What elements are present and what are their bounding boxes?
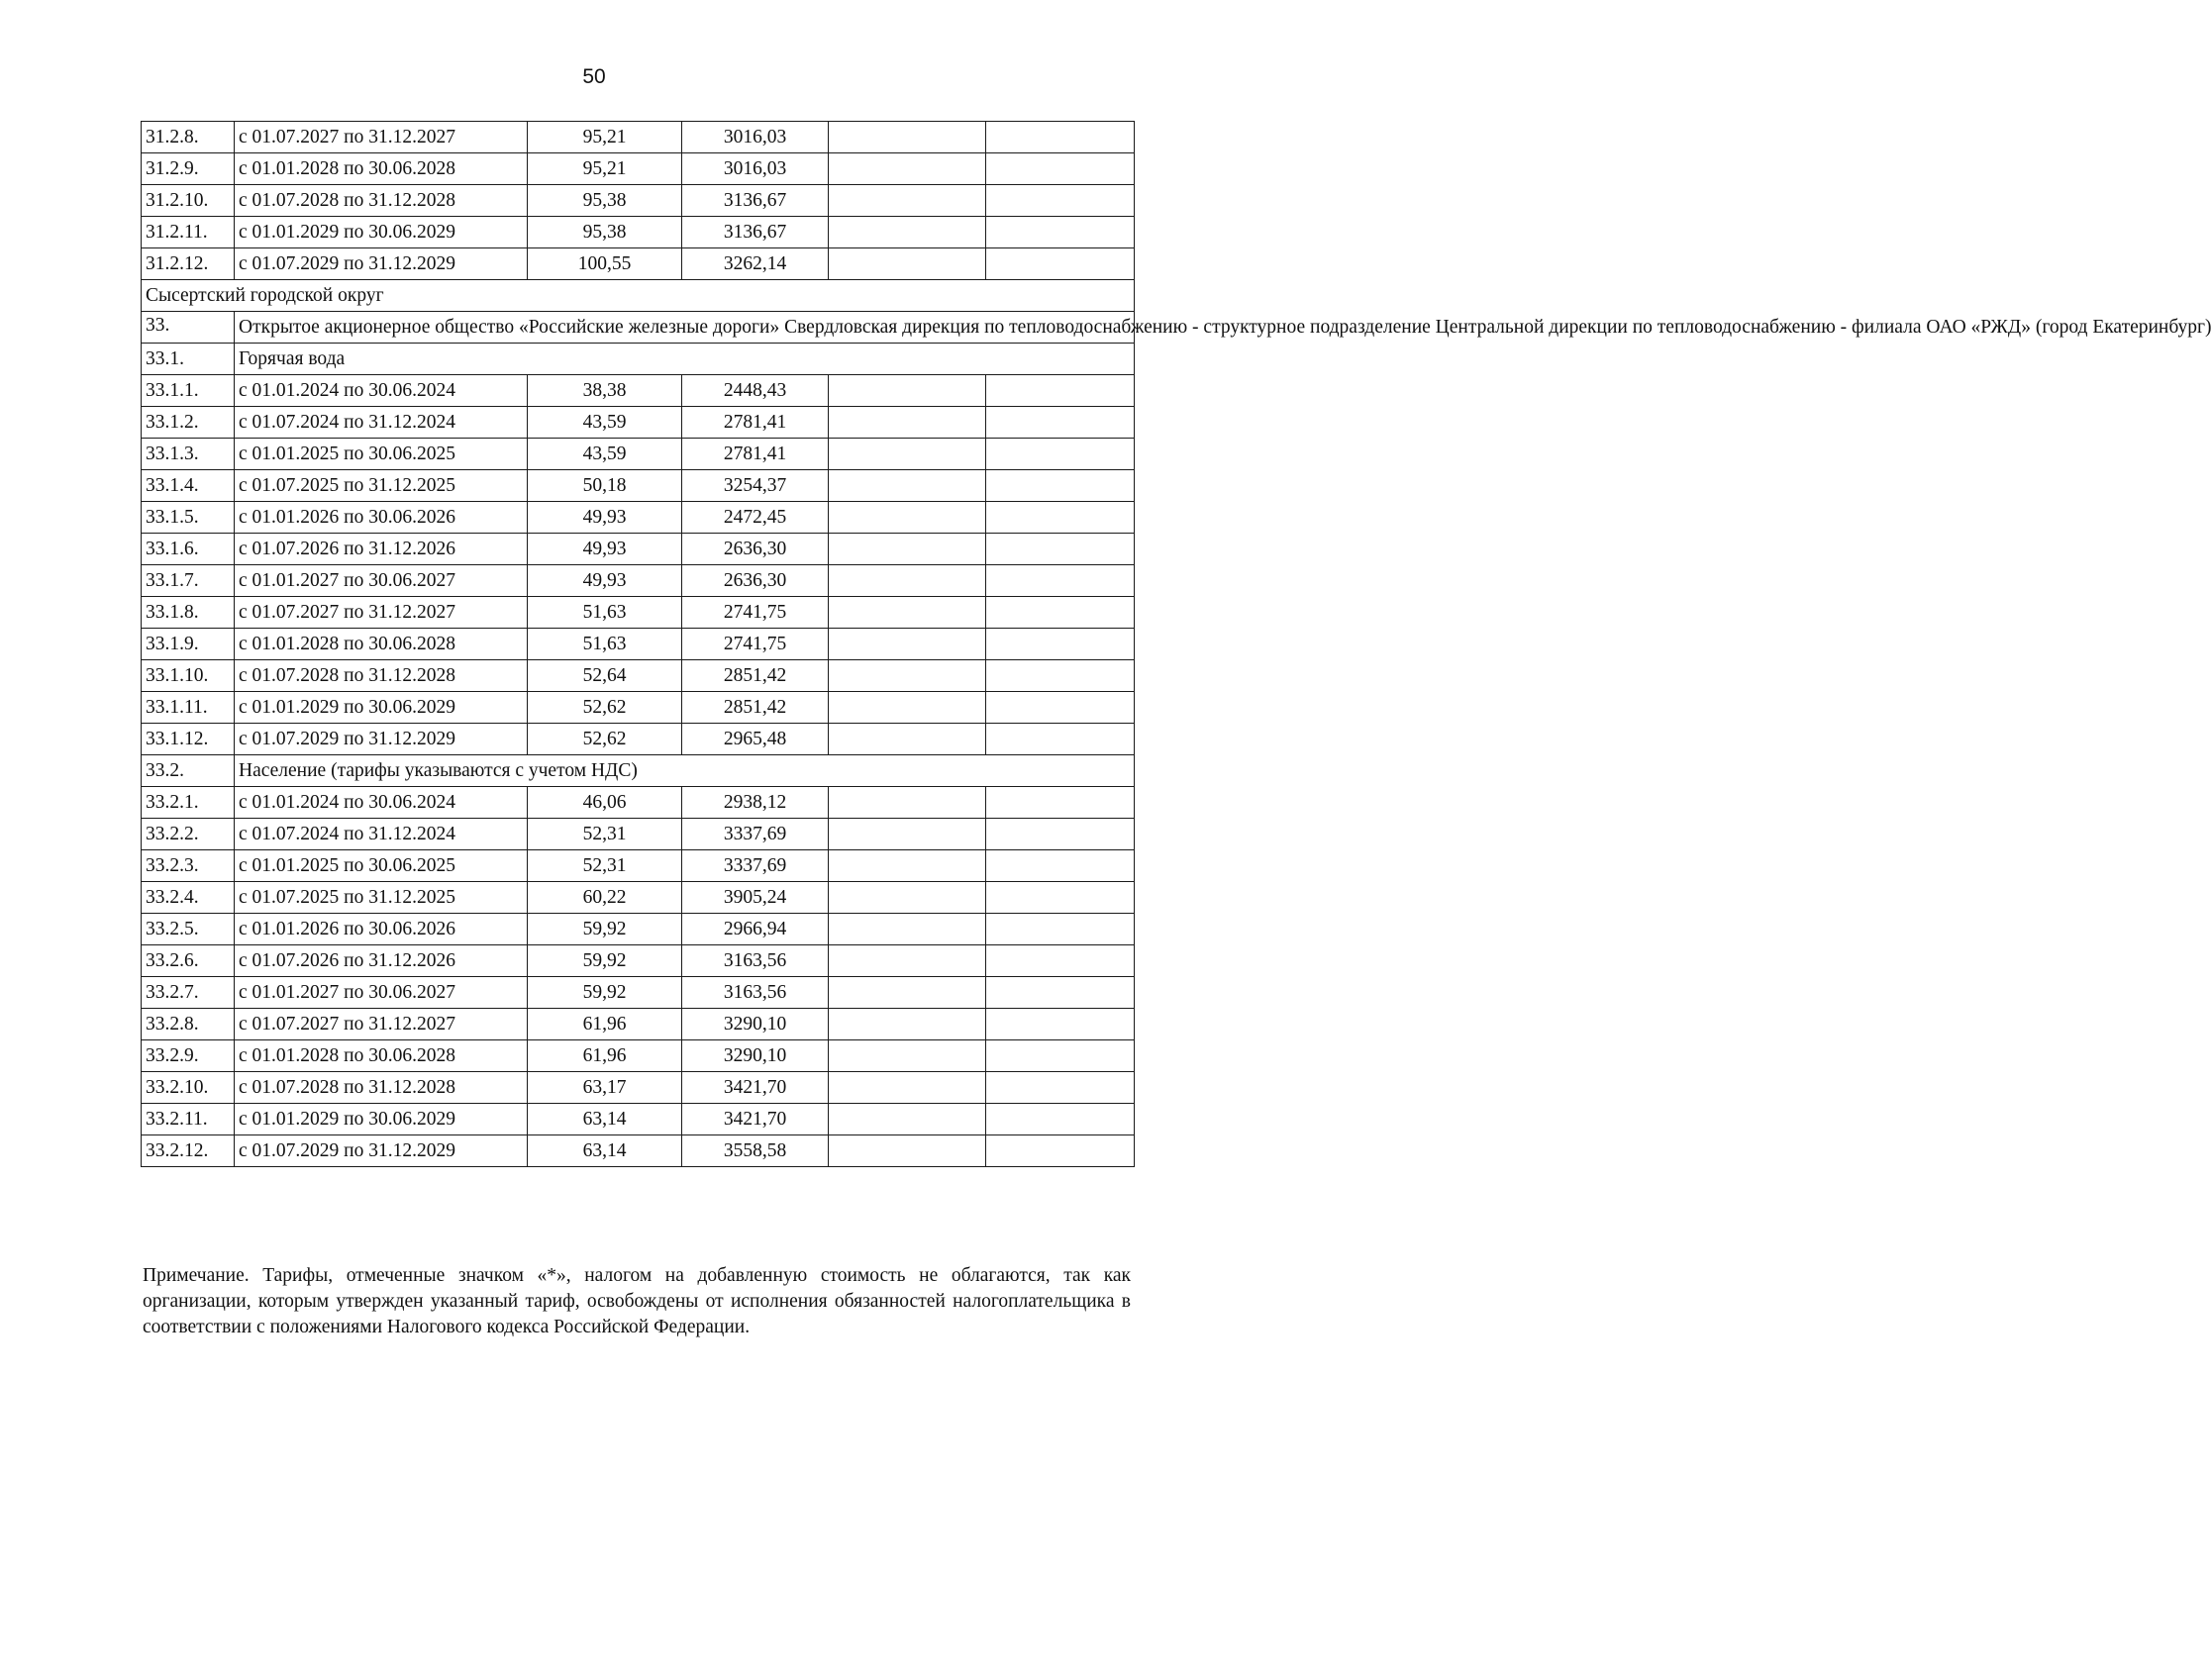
- row-empty-2: [986, 122, 1135, 153]
- row-value-1: 59,92: [528, 945, 682, 977]
- row-value-1: 38,38: [528, 375, 682, 407]
- row-period: с 01.01.2024 по 30.06.2024: [235, 375, 528, 407]
- row-period: с 01.01.2029 по 30.06.2029: [235, 1104, 528, 1135]
- row-period: с 01.07.2024 по 31.12.2024: [235, 819, 528, 850]
- row-period: с 01.07.2025 по 31.12.2025: [235, 470, 528, 502]
- row-empty-1: [829, 122, 986, 153]
- row-empty-2: [986, 1104, 1135, 1135]
- row-empty-2: [986, 534, 1135, 565]
- row-empty-1: [829, 217, 986, 248]
- table-row: [142, 850, 1135, 882]
- table-row: [142, 977, 1135, 1009]
- table-row: [142, 375, 1135, 407]
- row-period: с 01.01.2028 по 30.06.2028: [235, 1040, 528, 1072]
- row-number: 33.2.5.: [142, 914, 235, 945]
- row-number: 31.2.11.: [142, 217, 235, 248]
- row-number: 33.2.4.: [142, 882, 235, 914]
- table-row: [142, 1072, 1135, 1104]
- row-period: с 01.07.2029 по 31.12.2029: [235, 1135, 528, 1167]
- row-number: 33.1.8.: [142, 597, 235, 629]
- row-value-1: 49,93: [528, 502, 682, 534]
- row-value-2: 3254,37: [682, 470, 829, 502]
- org-row: [142, 312, 1135, 344]
- row-period: с 01.01.2029 по 30.06.2029: [235, 692, 528, 724]
- row-value-1: 52,62: [528, 692, 682, 724]
- table-row: [142, 692, 1135, 724]
- row-value-1: 51,63: [528, 597, 682, 629]
- table-row: [142, 248, 1135, 280]
- table-body-top: [142, 122, 1135, 280]
- row-empty-1: [829, 248, 986, 280]
- row-number: 33.1.1.: [142, 375, 235, 407]
- row-period: с 01.07.2027 по 31.12.2027: [235, 597, 528, 629]
- section-row: [142, 344, 1135, 375]
- row-period: с 01.01.2026 по 30.06.2026: [235, 914, 528, 945]
- row-empty-2: [986, 629, 1135, 660]
- footnote: Примечание. Тарифы, отмеченные значком «*», налогом на добавленную стоимость не облагаются, так как организации, которым утвержден указанный тариф, освобождены от исполнения обязанностей налогоплательщика в соответствии с положениями Налогового кодекса Российской Федерации.: [143, 1265, 1131, 1337]
- row-number: 33.2.8.: [142, 1009, 235, 1040]
- row-empty-1: [829, 1072, 986, 1104]
- row-value-2: 3290,10: [682, 1040, 829, 1072]
- row-value-1: 95,38: [528, 217, 682, 248]
- row-value-1: 63,14: [528, 1104, 682, 1135]
- row-number: 33.2.9.: [142, 1040, 235, 1072]
- row-empty-2: [986, 470, 1135, 502]
- row-empty-2: [986, 1072, 1135, 1104]
- row-empty-2: [986, 945, 1135, 977]
- row-value-2: 3163,56: [682, 945, 829, 977]
- row-value-1: 52,62: [528, 724, 682, 755]
- table-row: [142, 565, 1135, 597]
- table-row: [142, 1040, 1135, 1072]
- row-value-2: 2636,30: [682, 565, 829, 597]
- row-value-2: 2741,75: [682, 597, 829, 629]
- row-period: с 01.07.2026 по 31.12.2026: [235, 534, 528, 565]
- table-body-hot-water: [142, 375, 1135, 755]
- row-empty-2: [986, 439, 1135, 470]
- row-value-2: 3337,69: [682, 850, 829, 882]
- row-value-2: 3905,24: [682, 882, 829, 914]
- row-value-2: 3421,70: [682, 1072, 829, 1104]
- row-value-2: 2965,48: [682, 724, 829, 755]
- row-empty-2: [986, 407, 1135, 439]
- row-empty-1: [829, 787, 986, 819]
- row-period: с 01.01.2025 по 30.06.2025: [235, 850, 528, 882]
- row-value-2: 3558,58: [682, 1135, 829, 1167]
- row-value-2: 2851,42: [682, 660, 829, 692]
- row-number: 33.1.2.: [142, 407, 235, 439]
- row-empty-2: [986, 850, 1135, 882]
- table-row: [142, 407, 1135, 439]
- row-number: 31.2.12.: [142, 248, 235, 280]
- row-empty-1: [829, 1104, 986, 1135]
- row-number: 33.2.3.: [142, 850, 235, 882]
- row-empty-2: [986, 724, 1135, 755]
- row-empty-1: [829, 439, 986, 470]
- row-empty-1: [829, 914, 986, 945]
- row-empty-1: [829, 407, 986, 439]
- table-row: [142, 882, 1135, 914]
- page-number: 50: [582, 65, 606, 88]
- row-number: 31.2.8.: [142, 122, 235, 153]
- row-empty-2: [986, 502, 1135, 534]
- table-row: [142, 153, 1135, 185]
- row-value-1: 59,92: [528, 977, 682, 1009]
- tariff-table: [141, 121, 2212, 1167]
- row-empty-2: [986, 660, 1135, 692]
- row-period: с 01.07.2028 по 31.12.2028: [235, 1072, 528, 1104]
- row-value-1: 95,21: [528, 122, 682, 153]
- row-value-1: 95,38: [528, 185, 682, 217]
- table-row: [142, 945, 1135, 977]
- org-number: 33.: [142, 312, 235, 344]
- row-number: 33.2.11.: [142, 1104, 235, 1135]
- row-number: 31.2.10.: [142, 185, 235, 217]
- table-body-org: [142, 280, 2212, 375]
- row-value-1: 52,64: [528, 660, 682, 692]
- row-empty-1: [829, 185, 986, 217]
- row-empty-1: [829, 534, 986, 565]
- row-empty-2: [986, 882, 1135, 914]
- row-value-1: 52,31: [528, 819, 682, 850]
- row-period: с 01.07.2027 по 31.12.2027: [235, 122, 528, 153]
- row-number: 33.2.2.: [142, 819, 235, 850]
- row-period: с 01.07.2028 по 31.12.2028: [235, 660, 528, 692]
- table-row: [142, 502, 1135, 534]
- row-empty-2: [986, 1040, 1135, 1072]
- row-empty-1: [829, 1135, 986, 1167]
- row-value-1: 51,63: [528, 629, 682, 660]
- row-number: 33.1.7.: [142, 565, 235, 597]
- row-empty-2: [986, 1009, 1135, 1040]
- table-row: [142, 217, 1135, 248]
- row-empty-1: [829, 502, 986, 534]
- row-value-1: 63,14: [528, 1135, 682, 1167]
- row-value-2: 2448,43: [682, 375, 829, 407]
- table-row: [142, 1009, 1135, 1040]
- row-value-2: 3290,10: [682, 1009, 829, 1040]
- row-empty-1: [829, 375, 986, 407]
- row-empty-1: [829, 660, 986, 692]
- table-row: [142, 629, 1135, 660]
- row-period: с 01.07.2025 по 31.12.2025: [235, 882, 528, 914]
- row-value-2: 2851,42: [682, 692, 829, 724]
- row-number: 33.1.10.: [142, 660, 235, 692]
- table-row: [142, 819, 1135, 850]
- row-value-2: 3262,14: [682, 248, 829, 280]
- row-value-1: 49,93: [528, 534, 682, 565]
- row-value-1: 52,31: [528, 850, 682, 882]
- row-empty-1: [829, 945, 986, 977]
- row-empty-2: [986, 692, 1135, 724]
- row-period: с 01.01.2028 по 30.06.2028: [235, 629, 528, 660]
- row-value-2: 2966,94: [682, 914, 829, 945]
- row-period: с 01.01.2029 по 30.06.2029: [235, 217, 528, 248]
- section-number: 33.2.: [142, 755, 235, 787]
- table-row: [142, 787, 1135, 819]
- row-value-1: 43,59: [528, 407, 682, 439]
- row-value-1: 59,92: [528, 914, 682, 945]
- district-name: Сысертский городской округ: [142, 280, 1135, 312]
- row-value-2: 3421,70: [682, 1104, 829, 1135]
- row-value-1: 95,21: [528, 153, 682, 185]
- row-value-2: 3016,03: [682, 153, 829, 185]
- row-period: с 01.01.2027 по 30.06.2027: [235, 565, 528, 597]
- section-number: 33.1.: [142, 344, 235, 375]
- row-period: с 01.01.2024 по 30.06.2024: [235, 787, 528, 819]
- row-value-1: 61,96: [528, 1009, 682, 1040]
- row-value-1: 63,17: [528, 1072, 682, 1104]
- row-empty-2: [986, 565, 1135, 597]
- row-value-1: 100,55: [528, 248, 682, 280]
- row-empty-2: [986, 787, 1135, 819]
- table-row: [142, 1135, 1135, 1167]
- row-empty-1: [829, 565, 986, 597]
- row-value-2: 2781,41: [682, 407, 829, 439]
- org-name: Открытое акционерное общество «Российские железные дороги» Свердловская дирекция по тепловодоснабжению - структурное подразделение Центральной дирекции по тепловодоснабжению - филиала ОАО «РЖД» (город Екатеринбург): [235, 312, 1135, 344]
- row-number: 33.1.3.: [142, 439, 235, 470]
- row-empty-2: [986, 185, 1135, 217]
- row-value-1: 61,96: [528, 1040, 682, 1072]
- row-empty-1: [829, 724, 986, 755]
- row-number: 33.2.1.: [142, 787, 235, 819]
- table-row: [142, 122, 1135, 153]
- table-row: [142, 470, 1135, 502]
- row-value-2: 3136,67: [682, 217, 829, 248]
- row-period: с 01.01.2026 по 30.06.2026: [235, 502, 528, 534]
- row-number: 33.2.6.: [142, 945, 235, 977]
- row-number: 33.2.10.: [142, 1072, 235, 1104]
- row-number: 33.2.12.: [142, 1135, 235, 1167]
- row-value-2: 3337,69: [682, 819, 829, 850]
- row-value-1: 49,93: [528, 565, 682, 597]
- row-number: 33.1.12.: [142, 724, 235, 755]
- row-empty-1: [829, 1009, 986, 1040]
- table-row: [142, 534, 1135, 565]
- row-value-1: 50,18: [528, 470, 682, 502]
- row-empty-1: [829, 1040, 986, 1072]
- row-value-1: 46,06: [528, 787, 682, 819]
- row-value-2: 3016,03: [682, 122, 829, 153]
- row-empty-2: [986, 597, 1135, 629]
- row-empty-1: [829, 597, 986, 629]
- table-body-population: [142, 787, 1135, 1167]
- table-row: [142, 660, 1135, 692]
- district-row: [142, 280, 1135, 312]
- row-empty-2: [986, 914, 1135, 945]
- row-empty-1: [829, 629, 986, 660]
- row-empty-2: [986, 217, 1135, 248]
- row-value-2: 2938,12: [682, 787, 829, 819]
- table-row: [142, 724, 1135, 755]
- row-empty-1: [829, 977, 986, 1009]
- row-empty-2: [986, 153, 1135, 185]
- row-value-2: 3136,67: [682, 185, 829, 217]
- row-value-2: 2472,45: [682, 502, 829, 534]
- row-empty-2: [986, 977, 1135, 1009]
- row-empty-1: [829, 692, 986, 724]
- row-value-1: 60,22: [528, 882, 682, 914]
- row-period: с 01.07.2027 по 31.12.2027: [235, 1009, 528, 1040]
- row-period: с 01.01.2027 по 30.06.2027: [235, 977, 528, 1009]
- row-number: 33.1.9.: [142, 629, 235, 660]
- row-empty-2: [986, 1135, 1135, 1167]
- row-value-1: 43,59: [528, 439, 682, 470]
- row-number: 33.1.6.: [142, 534, 235, 565]
- row-empty-1: [829, 882, 986, 914]
- row-value-2: 2636,30: [682, 534, 829, 565]
- section-label: Население (тарифы указываются с учетом НДС): [235, 755, 1135, 787]
- row-number: 33.2.7.: [142, 977, 235, 1009]
- row-period: с 01.07.2029 по 31.12.2029: [235, 724, 528, 755]
- table-row: [142, 1104, 1135, 1135]
- table-row: [142, 185, 1135, 217]
- row-empty-1: [829, 819, 986, 850]
- row-empty-1: [829, 850, 986, 882]
- row-period: с 01.01.2028 по 30.06.2028: [235, 153, 528, 185]
- row-number: 31.2.9.: [142, 153, 235, 185]
- table-row: [142, 597, 1135, 629]
- row-number: 33.1.11.: [142, 692, 235, 724]
- row-empty-2: [986, 375, 1135, 407]
- row-empty-1: [829, 153, 986, 185]
- section-row: [142, 755, 1135, 787]
- section-label: Горячая вода: [235, 344, 1135, 375]
- table-row: [142, 914, 1135, 945]
- row-empty-2: [986, 248, 1135, 280]
- row-period: с 01.01.2025 по 30.06.2025: [235, 439, 528, 470]
- table-body-section2-header: [142, 755, 1135, 787]
- row-number: 33.1.4.: [142, 470, 235, 502]
- row-empty-1: [829, 470, 986, 502]
- table-row: [142, 439, 1135, 470]
- row-number: 33.1.5.: [142, 502, 235, 534]
- row-empty-2: [986, 819, 1135, 850]
- row-period: с 01.07.2028 по 31.12.2028: [235, 185, 528, 217]
- row-value-2: 2781,41: [682, 439, 829, 470]
- row-value-2: 2741,75: [682, 629, 829, 660]
- row-value-2: 3163,56: [682, 977, 829, 1009]
- row-period: с 01.07.2029 по 31.12.2029: [235, 248, 528, 280]
- row-period: с 01.07.2026 по 31.12.2026: [235, 945, 528, 977]
- row-period: с 01.07.2024 по 31.12.2024: [235, 407, 528, 439]
